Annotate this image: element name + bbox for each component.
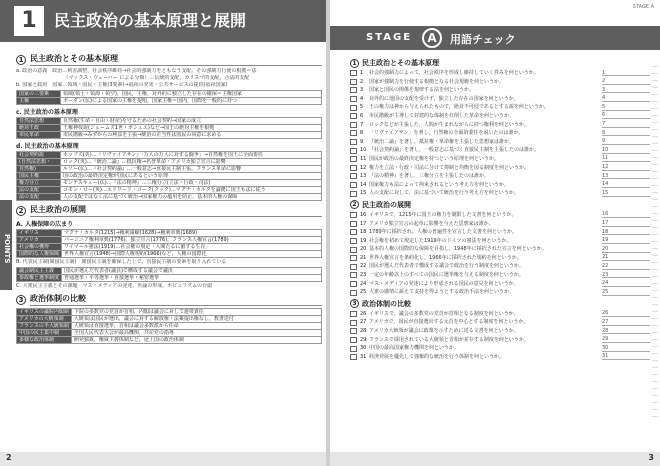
question-number: 10 <box>360 147 367 154</box>
table-row <box>17 173 322 180</box>
table-row <box>17 187 322 194</box>
table-value: ワイマール憲法(1919)…社会権の規定「人間たるに値する生存」 <box>62 244 322 251</box>
table-value: 普通選挙・平等選挙・直接選挙・秘密選挙 <box>62 275 322 282</box>
subsection-label: A. 人権保障の広まり <box>16 221 74 228</box>
question-text: 市民階級が主導して封建的な体制を打倒した革命を何というか。 <box>369 112 515 119</box>
subsection-label: d. 民主政治の基本原理 <box>16 143 79 150</box>
answer-field[interactable] <box>602 272 650 278</box>
table-key: 議会制民主主義 <box>17 268 62 275</box>
table-row <box>17 125 322 132</box>
question-text: 対外的に他国の支配を受けず，独立した存在の国家を何というか。 <box>369 95 519 102</box>
answer-field[interactable] <box>602 191 650 197</box>
answer-field[interactable] <box>602 212 650 218</box>
check-box[interactable] <box>350 264 357 270</box>
question-row <box>350 189 650 198</box>
table-row <box>17 309 322 316</box>
table-key: 絶対王政 <box>17 125 61 132</box>
stage-header <box>330 26 660 50</box>
points-table <box>16 229 322 258</box>
question-number: 27 <box>360 319 367 326</box>
table-row <box>17 251 322 258</box>
right-page-number: 3 <box>648 453 654 462</box>
check-box[interactable] <box>350 320 357 326</box>
table-key: 国際的な人権保障 <box>17 251 62 258</box>
question-text: 社会的強制力によって，社会秩序を形成し維持していく営みを何というか。 <box>369 70 539 76</box>
question-text: 『統治二論』を著し，抵抗権・革命権を主張した思想家は誰か。 <box>369 138 515 145</box>
check-box[interactable] <box>350 272 357 278</box>
section-title: 民主政治の展開 <box>30 204 322 217</box>
question-text: 基本的人権の国際的な保障を目指し，1948年に採択された宣言を何というか。 <box>369 246 547 253</box>
question-number: 25 <box>360 289 367 296</box>
table-row <box>17 316 322 323</box>
table-row <box>17 230 322 237</box>
answer-number: 13 <box>602 172 609 179</box>
answer-number: 29 <box>602 336 609 343</box>
term-check-list <box>350 56 650 361</box>
table-key: 主権 <box>17 98 61 105</box>
question-text: 「リヴァイアサン」を著し，自然権の全面的委任を説いたのは誰か。 <box>369 130 524 137</box>
table-value: 大統領は国民が選出，議会に対する解散権・法案提出権なし，教書送付 <box>71 316 321 323</box>
answer-number: 2 <box>602 78 606 85</box>
question-number: 7 <box>360 121 364 128</box>
stage-letter-badge: A <box>422 28 442 48</box>
check-box[interactable] <box>350 173 357 179</box>
answer-number: 9 <box>602 138 606 145</box>
answer-number: 25 <box>602 288 609 295</box>
table-row <box>17 323 322 330</box>
table-value: 人の支配ではなく法に基づく統治→国家権力の濫用を防止，基本的人権の保障 <box>61 194 322 201</box>
question-number: 26 <box>360 310 367 317</box>
answer-field[interactable] <box>602 173 650 179</box>
table-value: 世界人権宣言(1948)→国際人権規約(1966)など，人権の国際化 <box>62 251 322 258</box>
question-section-number: 2 <box>350 200 359 209</box>
table-key: イギリス <box>17 230 62 237</box>
answer-number: 11 <box>602 155 609 162</box>
points-side-label: POINTS <box>0 200 12 290</box>
table-value: 市民階級→みずからの利益を主張→統治の正当性は国民の同意に求める <box>61 132 322 139</box>
question-text: イギリスで，1215年に国王の権力を制限した文書を何というか。 <box>369 211 517 218</box>
points-content <box>16 50 322 345</box>
left-footer <box>0 452 326 466</box>
question-text: 国家権力も法によって拘束されるという考え方を何というか。 <box>369 181 510 188</box>
side-stripe <box>652 60 658 420</box>
question-text: 『社会契約論』を著し，一般意志に基づく直接民主制を主張したのは誰か。 <box>369 147 540 154</box>
question-number: 8 <box>360 130 364 137</box>
table-value: ロック(英)…『統治二論』…抵抗権→名誉革命・アメリカ独立宣言に影響 <box>61 159 322 166</box>
check-box[interactable] <box>350 87 357 93</box>
table-value: ホッブズ(英)…『リヴァイアサン』「万人の万人に対する闘争」→自然権を国王に全面委任 <box>61 152 322 159</box>
question-text: アメリカで，国民が直接選出する元首を中心とする制度を何というか。 <box>369 319 529 326</box>
table-key: 国民主権 <box>17 173 61 180</box>
answer-number: 24 <box>602 280 609 287</box>
check-box[interactable] <box>350 148 357 154</box>
answer-number: 15 <box>602 189 609 196</box>
check-box[interactable] <box>350 255 357 261</box>
right-page <box>330 0 660 466</box>
table-row <box>17 152 322 159</box>
question-text: 経済発展を優先して強権的な統治を行う体制を何というか。 <box>369 353 505 360</box>
answer-field[interactable] <box>602 311 650 317</box>
table-value: ルソー(仏)…『社会契約論』…一般意志→直接民主制主張，フランス革命に影響 <box>61 166 322 173</box>
chapter-header <box>0 0 326 42</box>
table-row <box>17 118 322 125</box>
points-table <box>16 117 322 139</box>
question-number: 18 <box>360 229 367 236</box>
check-box[interactable] <box>350 290 357 296</box>
check-box[interactable] <box>350 311 357 317</box>
question-number: 21 <box>360 254 367 261</box>
question-text: 1789年に採択され，人権の普遍性を宣言した文書を何というか。 <box>369 229 518 236</box>
text-line: a. 政治の意義 政治…利害調整，社会秩序維持→社会的強制力をともなう支配。その強制力行使の根拠＝法 <box>16 68 257 74</box>
text-line: C. 大衆民主主義とその課題 マス・メディアの発達，世論の形成，ポピュリズムの台頭 <box>16 283 213 289</box>
table-value: 自然権(生命・自由・財産)を守るための社会契約→国家の成立 <box>61 118 322 125</box>
table-key: 中国の民主集中制 <box>17 330 72 337</box>
right-footer <box>330 452 660 466</box>
question-section-number: 1 <box>350 59 359 68</box>
check-box[interactable] <box>350 113 357 119</box>
answer-field[interactable] <box>602 337 650 343</box>
check-box[interactable] <box>350 354 357 360</box>
table-row <box>17 166 322 173</box>
answer-number: 27 <box>602 318 609 325</box>
section-number: 3 <box>16 295 26 305</box>
question-number: 20 <box>360 246 367 253</box>
question-number: 13 <box>360 173 367 180</box>
table-value: 開発独裁，権威主義体制など，途上国の政治体制 <box>71 337 321 344</box>
answer-field[interactable] <box>602 130 650 136</box>
table-value: 領域(領土・領海・領空)，国民，主権。対外的に独立した存在の確保＝主権国家 <box>61 91 322 98</box>
check-box[interactable] <box>350 346 357 352</box>
table-key: 市民革命 <box>17 132 61 139</box>
question-text: 国民が選んだ代表者で構成する議会で政治を行う制度を何というか。 <box>369 263 525 270</box>
table-row <box>17 275 322 282</box>
question-section-title: 政治体制の比較 <box>362 299 411 308</box>
table-key: 参政権と選挙制度 <box>17 275 62 282</box>
question-text: 大衆の感情に訴えて支持を得ようとする政治手法を何というか。 <box>369 289 515 296</box>
section-heading <box>16 293 322 306</box>
section-title: 政治体制の比較 <box>30 293 322 306</box>
answer-field[interactable] <box>602 139 650 145</box>
answer-field[interactable] <box>602 70 650 76</box>
check-box[interactable] <box>350 191 357 197</box>
question-number: 23 <box>360 272 367 279</box>
check-box[interactable] <box>350 182 357 188</box>
answer-number: 12 <box>602 164 609 171</box>
answer-number: 10 <box>602 146 609 153</box>
table-row <box>17 244 322 251</box>
check-box[interactable] <box>350 221 357 227</box>
answer-number: 17 <box>602 220 609 226</box>
answer-number: 8 <box>602 129 606 136</box>
table-row <box>17 337 322 344</box>
answer-number: 23 <box>602 271 609 278</box>
answer-field[interactable] <box>602 264 650 270</box>
answer-field[interactable] <box>602 255 650 261</box>
question-section-title: 民主政治の展開 <box>362 200 411 209</box>
answer-field[interactable] <box>602 328 650 334</box>
table-key: アメリカ <box>17 237 62 244</box>
table-key: イギリスの議院内閣制 <box>17 309 72 316</box>
answer-field[interactable] <box>602 148 650 154</box>
answer-field[interactable] <box>602 87 650 93</box>
question-text: ロックなどが主張した，人間が生まれながらに持つ権利を何というか。 <box>369 121 529 128</box>
check-box[interactable] <box>350 281 357 287</box>
answer-number: 4 <box>602 95 606 102</box>
table-key: 社会契約説 <box>17 152 61 159</box>
check-box[interactable] <box>350 105 357 111</box>
question-row <box>350 353 650 362</box>
answer-number: 18 <box>602 228 609 235</box>
points-table <box>16 267 322 282</box>
answer-field[interactable] <box>602 96 650 102</box>
question-text: 一定の年齢以上のすべての国民に選挙権を与える制度を何というか。 <box>369 272 524 279</box>
question-text: アメリカ独立宣言の起草に影響を与えた思想家は誰か。 <box>369 220 494 227</box>
question-number: 29 <box>360 336 367 343</box>
answer-field[interactable] <box>602 105 650 111</box>
question-section-number: 3 <box>350 299 359 308</box>
question-text: 国民が政治の最終決定権を持つという原理を何というか。 <box>369 155 500 162</box>
answer-field[interactable] <box>602 346 650 352</box>
table-value: 全国人民代表大会が最高機関，共産党の指導 <box>71 330 321 337</box>
answer-number: 21 <box>602 254 609 261</box>
answer-number: 14 <box>602 181 609 188</box>
answer-number: 28 <box>602 327 609 334</box>
answer-number: 16 <box>602 211 609 218</box>
top-stage-label: STAGE A <box>632 4 654 10</box>
question-number: 9 <box>360 138 364 145</box>
question-section-heading <box>350 299 650 309</box>
answer-field[interactable] <box>602 221 650 227</box>
section-heading <box>16 204 322 217</box>
check-box[interactable] <box>350 79 357 85</box>
table-value: モンテスキュー(仏)…『法の精神』…三権分立(立法・行政・司法) <box>61 180 322 187</box>
question-text: アメリカ大統領が議会に政策を示すために送る文書を何というか。 <box>369 328 519 335</box>
section-heading <box>16 53 322 66</box>
table-key: 社会権の獲得 <box>17 244 62 251</box>
text-line: B. 代表民主制(間接民主制) 間接民主制を確保した上で，直接民主制の要素を取り入れている <box>16 259 227 265</box>
question-number: 14 <box>360 181 367 188</box>
question-text: 社会権を初めて規定した1919年のドイツの憲法を何というか。 <box>369 237 512 244</box>
section-title: 民主政治とその基本原理 <box>30 53 322 66</box>
section-number: 1 <box>16 55 26 65</box>
table-row <box>17 194 322 201</box>
table-row <box>17 159 322 166</box>
question-number: 5 <box>360 104 364 111</box>
check-box[interactable] <box>350 212 357 218</box>
check-box[interactable] <box>350 70 357 76</box>
points-table <box>16 308 322 344</box>
table-key: 法の支配 <box>17 187 61 194</box>
answer-field[interactable] <box>602 238 650 244</box>
answer-field[interactable] <box>602 354 650 360</box>
question-text: 国家と国民の関係を規律する法を何というか。 <box>369 87 475 94</box>
answer-number: 20 <box>602 245 609 252</box>
answer-number: 7 <box>602 121 606 128</box>
question-number: 3 <box>360 87 364 94</box>
question-number: 22 <box>360 263 367 270</box>
question-number: 11 <box>360 155 367 162</box>
question-number: 16 <box>360 211 367 218</box>
answer-field[interactable] <box>602 281 650 287</box>
table-value: 王権神授説(ジェームズ1世・ボシュエ)など→国王の絶対主権を根拠 <box>61 125 322 132</box>
table-value: バージニア権利章典(1776)，独立宣言(1776)，フランス人権宣言(1789) <box>62 237 322 244</box>
answer-number: 22 <box>602 262 609 269</box>
answer-field[interactable] <box>602 247 650 253</box>
table-value: 大統領は直接選挙，首相は議会多数派から任命 <box>71 323 321 330</box>
check-box[interactable] <box>350 130 357 136</box>
check-box[interactable] <box>350 96 357 102</box>
table-key: アメリカの大統領制 <box>17 316 72 323</box>
question-section-heading <box>350 58 650 68</box>
question-text: マス・メディアの発達により形成される国民の意見を何というか。 <box>369 280 519 287</box>
table-value: コモン・ロー(英)…エドワード・コーク(クック)…マグナ・カルタを論拠に国王も法に従う <box>61 187 322 194</box>
table-row <box>17 98 322 105</box>
answer-field[interactable] <box>602 229 650 235</box>
stage-label: STAGE <box>366 32 413 43</box>
check-box[interactable] <box>350 156 357 162</box>
question-text: 国家が強制力を行使する根拠となる社会規範を何というか。 <box>369 78 505 85</box>
question-text: フランスで採用されている大統領と首相が並存する制度を何というか。 <box>369 336 529 343</box>
check-box[interactable] <box>350 165 357 171</box>
check-box[interactable] <box>350 238 357 244</box>
answer-number: 5 <box>602 103 606 110</box>
question-text: 人の支配に対して，法に基づいて統治を行う考え方を何というか。 <box>369 190 519 197</box>
question-number: 6 <box>360 112 364 119</box>
table-row <box>17 330 322 337</box>
question-number: 31 <box>360 353 367 360</box>
question-section-title: 民主政治とその基本原理 <box>362 59 439 67</box>
table-value: 国民が選んだ代表者(議員)で構成する議会で議決 <box>62 268 322 275</box>
answer-field[interactable] <box>602 290 650 296</box>
answer-number: 3 <box>602 86 606 93</box>
table-key: 権力分立 <box>17 180 61 187</box>
chapter-title: 民主政治の基本原理と展開 <box>54 11 247 30</box>
check-box[interactable] <box>350 247 357 253</box>
answer-field[interactable] <box>602 122 650 128</box>
table-key: 国家の三要素 <box>17 91 61 98</box>
section-number: 2 <box>16 206 26 216</box>
check-box[interactable] <box>350 229 357 235</box>
question-section-heading <box>350 200 650 210</box>
table-value: ボーダン(仏)による国家の主権を提唱，国家主権＝国内，国際を一般的に持つ <box>61 98 322 105</box>
table-key: フランスの半大統領制 <box>17 323 72 330</box>
question-text: 『法の精神』を著し，三権分立を主張したのは誰か。 <box>369 173 490 180</box>
answer-field[interactable] <box>602 320 650 326</box>
left-page-number: 2 <box>6 453 12 462</box>
question-text: 世界人権宣言を条約化し，1966年に採択された規約を何というか。 <box>369 254 522 261</box>
left-page <box>0 0 326 466</box>
table-row <box>17 180 322 187</box>
answer-field[interactable] <box>602 113 650 119</box>
answer-field[interactable] <box>602 156 650 162</box>
question-number: 15 <box>360 190 367 197</box>
answer-field[interactable] <box>602 182 650 188</box>
question-text: 権力を立法・行政・司法に分けて抑制と均衡を図る制度を何というか。 <box>369 164 530 171</box>
answer-number: 31 <box>602 353 609 360</box>
question-text: 中国の最高国家権力機関を何というか。 <box>369 345 460 352</box>
question-text: 王の権力は神から与えられたもので，絶対不可侵であるとする説を何というか。 <box>369 104 549 111</box>
answer-field[interactable] <box>602 165 650 171</box>
subsection-label: c. 民主政治の基本原理 <box>16 109 78 116</box>
question-number: 19 <box>360 237 367 244</box>
check-box[interactable] <box>350 328 357 334</box>
stage-title: 用語チェック <box>450 33 516 46</box>
points-table <box>16 151 322 201</box>
question-text: イギリスで，議会の多数党の党首が首相となる制度を何というか。 <box>369 310 519 317</box>
question-number: 2 <box>360 78 364 85</box>
question-row <box>350 288 650 297</box>
question-number: 12 <box>360 164 367 171</box>
table-value: 国の政治の最終決定権が国民にあるという原理 <box>61 173 322 180</box>
text-line: b. 国家と政府 国家…領域・国民・主権(3要素)→福祉の充実・公共サービスの提供(福祉国家) <box>16 82 228 88</box>
answer-number: 26 <box>602 310 609 317</box>
table-row <box>17 91 322 98</box>
check-box[interactable] <box>350 139 357 145</box>
table-key: 自然権) <box>17 166 61 173</box>
answer-number: 19 <box>602 237 609 244</box>
answer-field[interactable] <box>602 79 650 85</box>
answer-number: 1 <box>602 69 606 76</box>
question-number: 1 <box>360 70 364 76</box>
table-value: 下院の多数党の党首が首相，内閣は議会に対して連帯責任 <box>71 309 321 316</box>
answer-number: 30 <box>602 344 609 351</box>
check-box[interactable] <box>350 122 357 128</box>
table-key: (自然法思想・ <box>17 159 61 166</box>
answer-number: 6 <box>602 112 606 119</box>
table-row <box>17 237 322 244</box>
points-table <box>16 90 322 105</box>
table-row <box>17 132 322 139</box>
table-key: 法の支配 <box>17 194 61 201</box>
question-number: 30 <box>360 345 367 352</box>
table-key: 多様な政治体制 <box>17 337 72 344</box>
check-box[interactable] <box>350 337 357 343</box>
question-number: 24 <box>360 280 367 287</box>
table-value: マグナ・カルタ(1215)→権利請願(1628)→権利章典(1689) <box>62 230 322 237</box>
question-number: 4 <box>360 95 364 102</box>
chapter-number: 1 <box>14 6 44 36</box>
question-number: 17 <box>360 220 367 227</box>
table-key: 自然法思想 <box>17 118 61 125</box>
question-number: 28 <box>360 328 367 335</box>
text-line: （マックス・ウェーバー による分類）…伝統的支配，カリスマ的支配，合法的支配 <box>16 75 250 81</box>
table-row <box>17 268 322 275</box>
